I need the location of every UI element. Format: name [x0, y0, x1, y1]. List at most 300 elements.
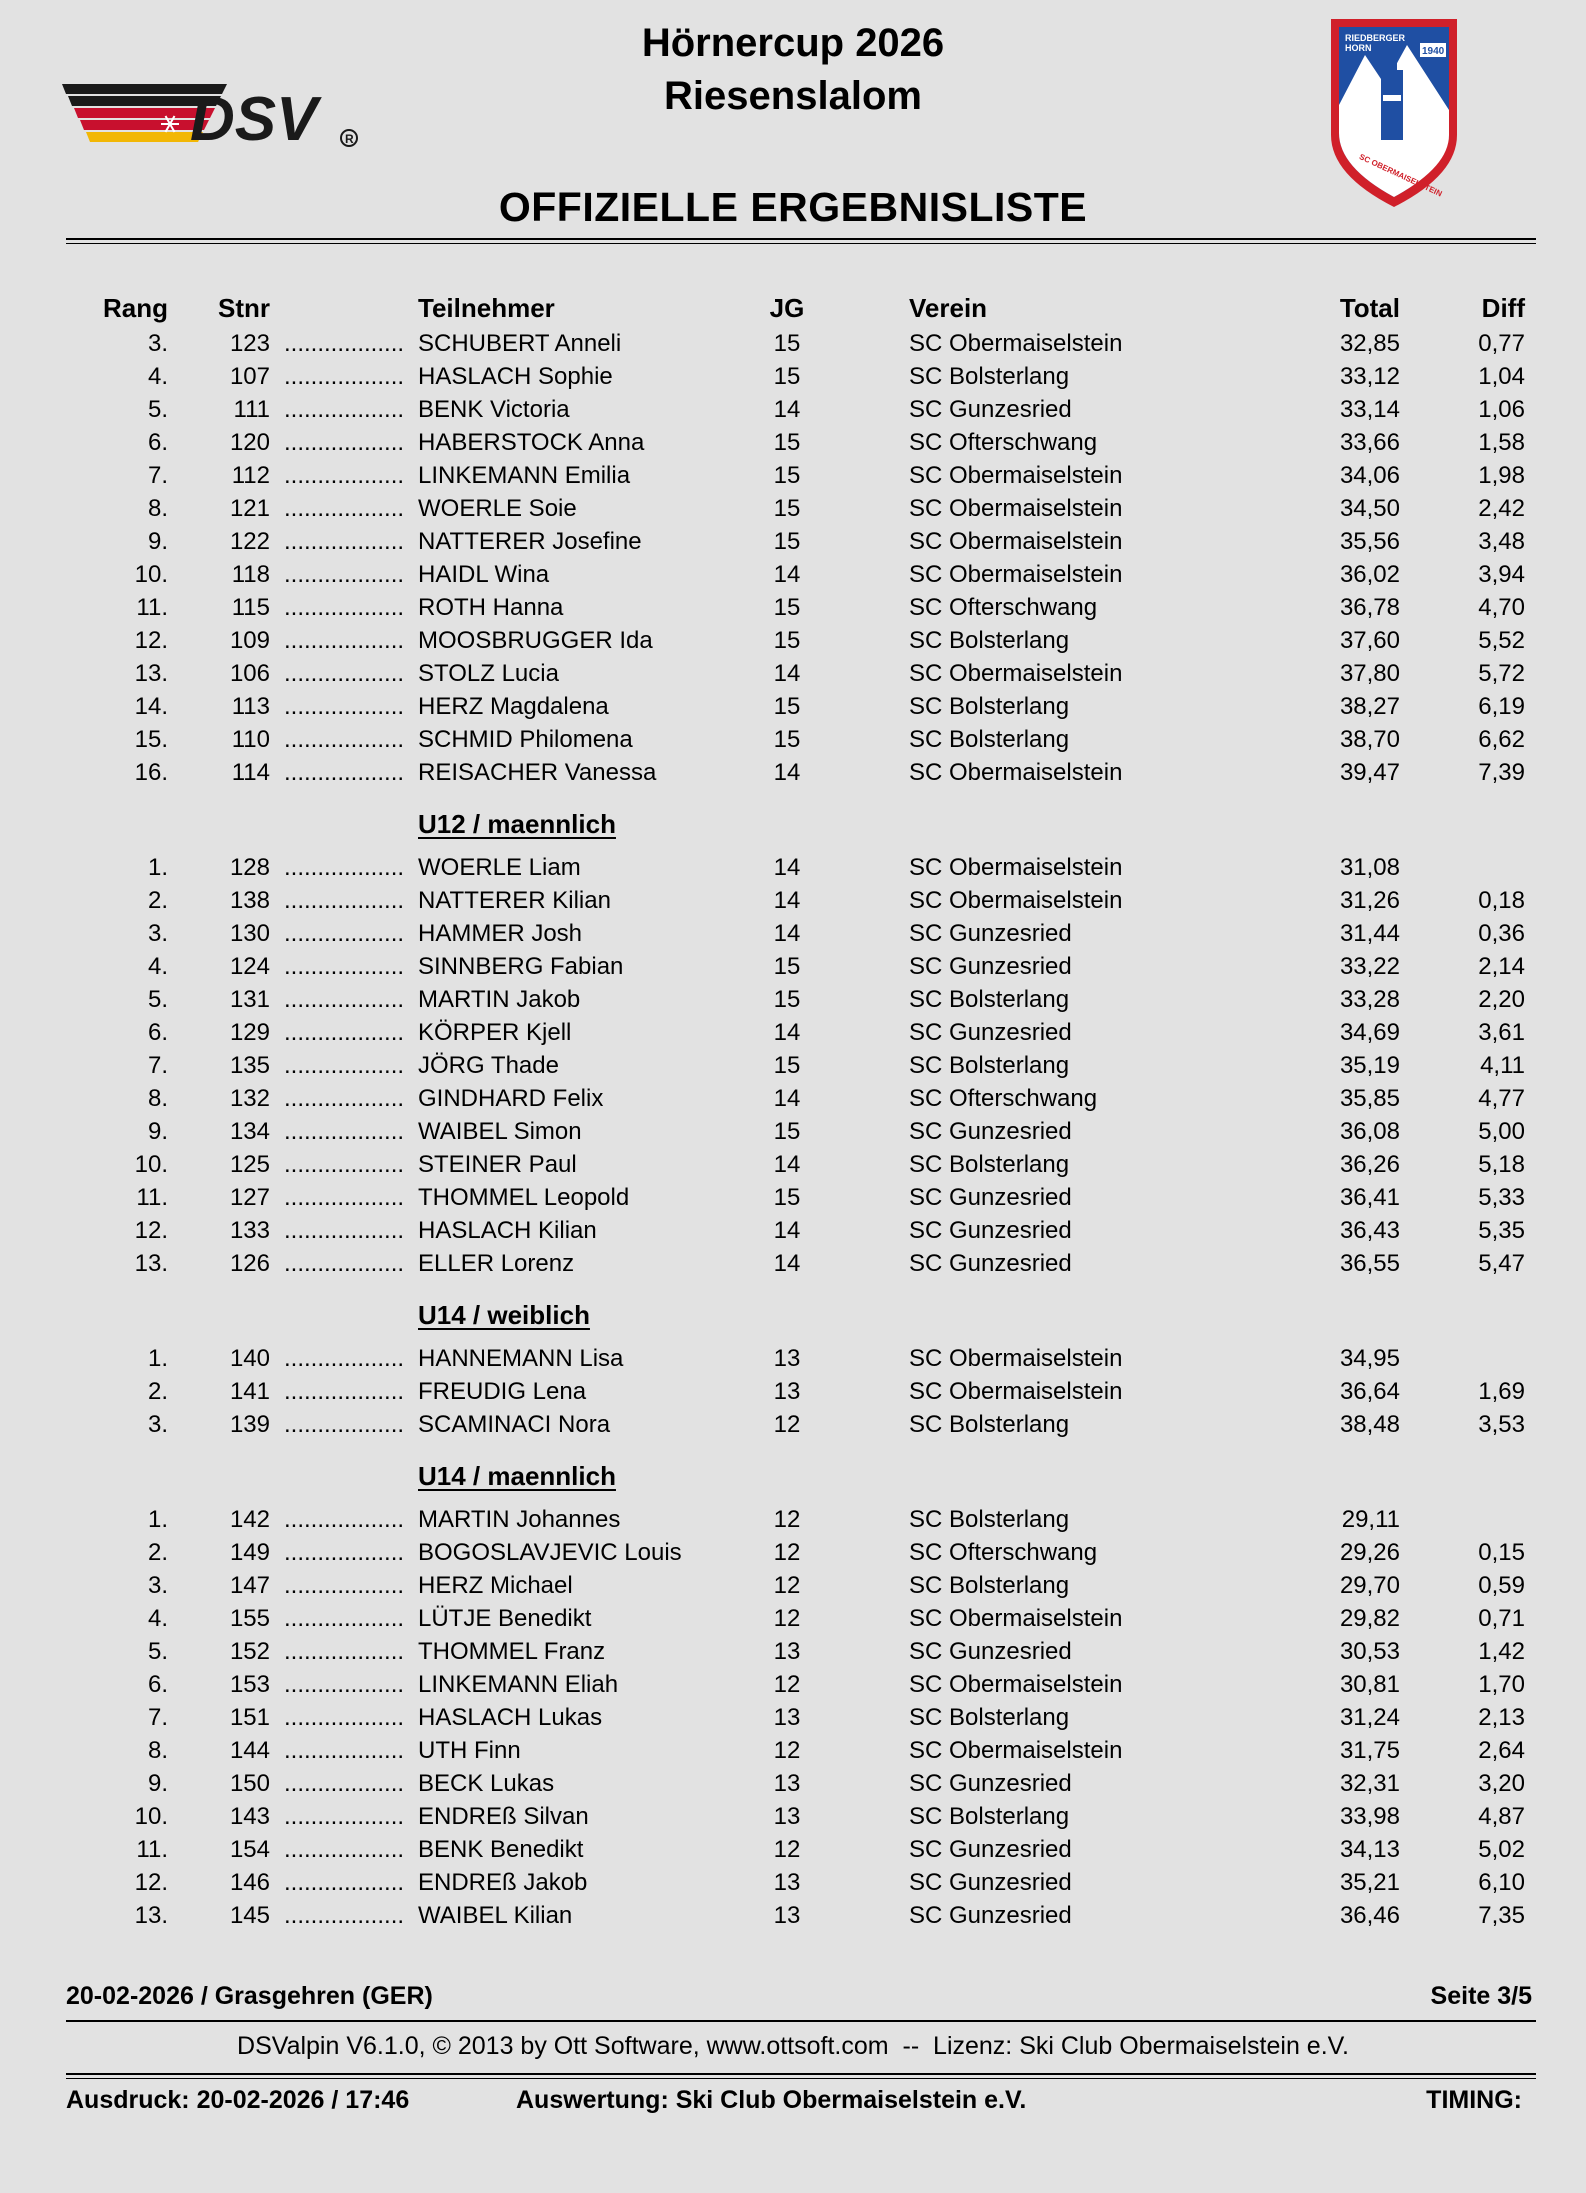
cell-time-diff: 4,87	[1478, 1803, 1525, 1830]
cell-time-diff: 5,35	[1478, 1217, 1525, 1244]
cell-time-diff: 3,61	[1478, 1019, 1525, 1046]
cell-leader-dots: ..................	[284, 1539, 405, 1566]
cell-club: SC Gunzesried	[909, 920, 1072, 947]
cell-leader-dots: ..................	[284, 363, 405, 390]
cell-total-time: 36,46	[1339, 1902, 1400, 1929]
cell-rang: 8.	[147, 495, 168, 522]
cell-stnr: 140	[229, 1345, 270, 1372]
cell-time-diff: 3,48	[1478, 528, 1525, 555]
cell-time-diff: 0,71	[1478, 1605, 1525, 1632]
category-heading: U14 / maennlich	[418, 1461, 616, 1491]
cell-birth-year: 12	[773, 1572, 801, 1599]
col-header-stnr: Stnr	[218, 293, 270, 323]
cell-time-diff: 5,33	[1478, 1184, 1525, 1211]
cell-rang: 10.	[134, 1151, 168, 1178]
cell-stnr: 155	[229, 1605, 270, 1632]
cell-time-diff: 0,15	[1478, 1539, 1525, 1566]
footer-timing: TIMING:	[1426, 2086, 1522, 2114]
cell-participant: ENDREß Jakob	[418, 1869, 588, 1896]
cell-leader-dots: ..................	[284, 726, 405, 753]
cell-participant: SCHMID Philomena	[418, 726, 633, 753]
col-header-rang: Rang	[103, 293, 168, 323]
cell-leader-dots: ..................	[284, 594, 405, 621]
cell-club: SC Gunzesried	[909, 1217, 1072, 1244]
cell-leader-dots: ..................	[284, 1836, 405, 1863]
cell-participant: STEINER Paul	[418, 1151, 577, 1178]
cell-participant: WAIBEL Kilian	[418, 1902, 573, 1929]
cell-time-diff: 5,52	[1478, 627, 1525, 654]
cell-leader-dots: ..................	[284, 1085, 405, 1112]
cell-birth-year: 13	[773, 1869, 801, 1896]
cell-rang: 5.	[147, 986, 168, 1013]
cell-rang: 2.	[147, 1378, 168, 1405]
cell-stnr: 118	[231, 561, 270, 588]
cell-birth-year: 15	[773, 953, 801, 980]
cell-participant: HASLACH Kilian	[418, 1217, 597, 1244]
cell-leader-dots: ..................	[284, 920, 405, 947]
cell-time-diff: 0,36	[1478, 920, 1525, 947]
cell-birth-year: 15	[773, 495, 801, 522]
cell-total-time: 38,70	[1339, 726, 1400, 753]
cell-time-diff: 2,20	[1478, 986, 1525, 1013]
cell-total-time: 37,60	[1339, 627, 1400, 654]
cell-time-diff: 1,69	[1478, 1378, 1525, 1405]
cell-club: SC Obermaiselstein	[909, 887, 1123, 914]
footer-printout: Ausdruck: 20-02-2026 / 17:46	[66, 2086, 410, 2114]
cell-leader-dots: ..................	[284, 330, 405, 357]
cell-rang: 5.	[147, 1638, 168, 1665]
cell-leader-dots: ..................	[284, 1378, 405, 1405]
cell-leader-dots: ..................	[284, 1217, 405, 1244]
cell-participant: ENDREß Silvan	[418, 1803, 589, 1830]
cell-club: SC Bolsterlang	[909, 986, 1070, 1013]
cell-leader-dots: ..................	[284, 1638, 405, 1665]
cell-birth-year: 12	[773, 1836, 801, 1863]
cell-birth-year: 15	[773, 1052, 801, 1079]
cell-participant: GINDHARD Felix	[418, 1085, 604, 1112]
header-divider-bottom	[66, 243, 1536, 244]
cell-leader-dots: ..................	[284, 1803, 405, 1830]
cell-stnr: 124	[229, 953, 270, 980]
cell-total-time: 29,11	[1341, 1506, 1400, 1533]
cell-leader-dots: ..................	[284, 1605, 405, 1632]
cell-rang: 3.	[147, 1411, 168, 1438]
cell-rang: 2.	[147, 1539, 168, 1566]
cell-total-time: 29,26	[1339, 1539, 1400, 1566]
cell-participant: WOERLE Soie	[418, 495, 577, 522]
category-heading: U14 / weiblich	[418, 1300, 590, 1330]
cell-stnr: 128	[229, 854, 270, 881]
cell-participant: HANNEMANN Lisa	[418, 1345, 624, 1372]
cell-leader-dots: ..................	[284, 528, 405, 555]
cell-leader-dots: ..................	[284, 1902, 405, 1929]
cell-rang: 7.	[147, 1704, 168, 1731]
cell-stnr: 134	[229, 1118, 270, 1145]
cell-participant: HAIDL Wina	[418, 561, 550, 588]
cell-leader-dots: ..................	[284, 660, 405, 687]
cell-birth-year: 15	[773, 429, 801, 456]
cell-rang: 6.	[147, 1671, 168, 1698]
cell-birth-year: 14	[773, 396, 801, 423]
cell-time-diff: 4,11	[1480, 1052, 1525, 1079]
event-title: Hörnercup 2026	[641, 21, 945, 65]
cell-birth-year: 13	[773, 1902, 801, 1929]
cell-rang: 12.	[134, 627, 168, 654]
cell-total-time: 33,14	[1339, 396, 1400, 423]
cell-rang: 7.	[147, 1052, 168, 1079]
category-heading: U12 / maennlich	[418, 809, 616, 839]
cell-time-diff: 7,39	[1478, 759, 1525, 786]
cell-total-time: 31,26	[1339, 887, 1400, 914]
cell-club: SC Gunzesried	[909, 1902, 1072, 1929]
header-divider-top	[66, 238, 1536, 240]
cell-total-time: 34,69	[1339, 1019, 1400, 1046]
cell-total-time: 36,78	[1339, 594, 1400, 621]
cell-participant: HAMMER Josh	[418, 920, 583, 947]
cell-total-time: 39,47	[1339, 759, 1400, 786]
cell-participant: HASLACH Sophie	[418, 363, 613, 390]
cell-total-time: 33,66	[1339, 429, 1400, 456]
cell-stnr: 138	[229, 887, 270, 914]
cell-total-time: 30,53	[1339, 1638, 1400, 1665]
cell-time-diff: 6,62	[1478, 726, 1525, 753]
cell-leader-dots: ..................	[284, 1151, 405, 1178]
cell-time-diff: 0,18	[1478, 887, 1525, 914]
cell-birth-year: 14	[773, 887, 801, 914]
cell-rang: 4.	[147, 363, 168, 390]
cell-stnr: 111	[233, 396, 270, 423]
cell-rang: 1.	[147, 1506, 168, 1533]
cell-participant: BENK Benedikt	[418, 1836, 584, 1863]
cell-total-time: 34,95	[1339, 1345, 1400, 1372]
cell-leader-dots: ..................	[284, 1770, 405, 1797]
footer-divider-3	[66, 2078, 1536, 2079]
cell-total-time: 36,26	[1339, 1151, 1400, 1178]
cell-rang: 1.	[147, 1345, 168, 1372]
footer-evaluation: Auswertung: Ski Club Obermaiselstein e.V.	[516, 2086, 1027, 2114]
cell-rang: 3.	[147, 1572, 168, 1599]
cell-club: SC Ofterschwang	[909, 429, 1098, 456]
cell-leader-dots: ..................	[284, 1118, 405, 1145]
cell-birth-year: 14	[773, 854, 801, 881]
cell-rang: 9.	[147, 528, 168, 555]
cell-stnr: 153	[229, 1671, 270, 1698]
cell-total-time: 38,48	[1339, 1411, 1400, 1438]
cell-stnr: 121	[229, 495, 270, 522]
cell-time-diff: 2,42	[1478, 495, 1525, 522]
svg-text:HORN: HORN	[1345, 43, 1372, 53]
cell-leader-dots: ..................	[284, 854, 405, 881]
cell-time-diff: 2,13	[1478, 1704, 1525, 1731]
cell-rang: 4.	[147, 1605, 168, 1632]
cell-birth-year: 15	[773, 627, 801, 654]
cell-leader-dots: ..................	[284, 1345, 405, 1372]
cell-club: SC Obermaiselstein	[909, 1737, 1123, 1764]
event-discipline: Riesenslalom	[664, 74, 922, 118]
cell-birth-year: 15	[773, 330, 801, 357]
cell-participant: NATTERER Kilian	[418, 887, 611, 914]
cell-total-time: 36,02	[1339, 561, 1400, 588]
cell-rang: 8.	[147, 1085, 168, 1112]
cell-birth-year: 14	[773, 1250, 801, 1277]
cell-birth-year: 13	[773, 1770, 801, 1797]
cell-leader-dots: ..................	[284, 1250, 405, 1277]
cell-total-time: 31,75	[1339, 1737, 1400, 1764]
col-header-diff: Diff	[1481, 293, 1525, 323]
cell-time-diff: 1,06	[1478, 396, 1525, 423]
cell-time-diff: 5,18	[1478, 1151, 1525, 1178]
cell-participant: KÖRPER Kjell	[418, 1019, 572, 1046]
cell-stnr: 132	[229, 1085, 270, 1112]
cell-participant: LÜTJE Benedikt	[418, 1605, 592, 1632]
cell-birth-year: 15	[773, 528, 801, 555]
cell-time-diff: 6,10	[1478, 1869, 1525, 1896]
cell-total-time: 36,41	[1339, 1184, 1400, 1211]
cell-leader-dots: ..................	[284, 887, 405, 914]
cell-stnr: 151	[229, 1704, 270, 1731]
cell-time-diff: 2,64	[1478, 1737, 1525, 1764]
cell-stnr: 147	[229, 1572, 270, 1599]
cell-birth-year: 12	[773, 1411, 801, 1438]
cell-club: SC Obermaiselstein	[909, 1345, 1123, 1372]
cell-leader-dots: ..................	[284, 759, 405, 786]
cell-total-time: 33,22	[1339, 953, 1400, 980]
cell-club: SC Gunzesried	[909, 1118, 1072, 1145]
cell-participant: BOGOSLAVJEVIC Louis	[418, 1539, 682, 1566]
cell-total-time: 31,24	[1339, 1704, 1400, 1731]
cell-stnr: 125	[229, 1151, 270, 1178]
cell-total-time: 36,08	[1339, 1118, 1400, 1145]
cell-club: SC Ofterschwang	[909, 1085, 1098, 1112]
cell-club: SC Obermaiselstein	[909, 1605, 1123, 1632]
cell-club: SC Gunzesried	[909, 1638, 1072, 1665]
svg-text:1940: 1940	[1422, 46, 1445, 57]
cell-total-time: 29,70	[1339, 1572, 1400, 1599]
cell-time-diff: 1,58	[1478, 429, 1525, 456]
cell-time-diff: 0,59	[1478, 1572, 1525, 1599]
cell-stnr: 126	[229, 1250, 270, 1277]
cell-club: SC Bolsterlang	[909, 1151, 1070, 1178]
cell-birth-year: 14	[773, 660, 801, 687]
cell-participant: ROTH Hanna	[418, 594, 564, 621]
cell-birth-year: 14	[773, 1085, 801, 1112]
cell-leader-dots: ..................	[284, 1184, 405, 1211]
cell-leader-dots: ..................	[284, 1671, 405, 1698]
cell-total-time: 35,56	[1339, 528, 1400, 555]
cell-rang: 11.	[136, 1184, 168, 1211]
cell-participant: SCHUBERT Anneli	[418, 330, 622, 357]
cell-birth-year: 14	[773, 561, 801, 588]
cell-club: SC Obermaiselstein	[909, 330, 1123, 357]
cell-birth-year: 15	[773, 363, 801, 390]
cell-rang: 11.	[136, 1836, 168, 1863]
cell-total-time: 31,44	[1339, 920, 1400, 947]
cell-birth-year: 13	[773, 1803, 801, 1830]
cell-club: SC Bolsterlang	[909, 1052, 1070, 1079]
cell-participant: BECK Lukas	[418, 1770, 555, 1797]
cell-participant: HASLACH Lukas	[418, 1704, 603, 1731]
cell-birth-year: 13	[773, 1378, 801, 1405]
cell-total-time: 31,08	[1339, 854, 1400, 881]
cell-leader-dots: ..................	[284, 1704, 405, 1731]
cell-rang: 16.	[134, 759, 168, 786]
cell-birth-year: 13	[773, 1704, 801, 1731]
cell-rang: 4.	[147, 953, 168, 980]
cell-rang: 14.	[134, 693, 168, 720]
cell-club: SC Obermaiselstein	[909, 528, 1123, 555]
cell-club: SC Bolsterlang	[909, 1704, 1070, 1731]
cell-total-time: 38,27	[1339, 693, 1400, 720]
cell-stnr: 107	[229, 363, 270, 390]
cell-club: SC Gunzesried	[909, 953, 1072, 980]
cell-participant: THOMMEL Leopold	[418, 1184, 630, 1211]
cell-leader-dots: ..................	[284, 1572, 405, 1599]
cell-participant: FREUDIG Lena	[418, 1378, 587, 1405]
cell-stnr: 120	[229, 429, 270, 456]
cell-participant: UTH Finn	[418, 1737, 521, 1764]
cell-leader-dots: ..................	[284, 429, 405, 456]
cell-stnr: 131	[229, 986, 270, 1013]
cell-total-time: 32,31	[1339, 1770, 1400, 1797]
footer-date-location: 20-02-2026 / Grasgehren (GER)	[66, 1982, 433, 2010]
cell-time-diff: 1,70	[1478, 1671, 1525, 1698]
cell-rang: 2.	[147, 887, 168, 914]
svg-text:RIEDBERGER: RIEDBERGER	[1345, 33, 1406, 43]
col-header-total: Total	[1339, 293, 1400, 323]
cell-total-time: 36,43	[1339, 1217, 1400, 1244]
cell-birth-year: 14	[773, 920, 801, 947]
cell-time-diff: 2,14	[1478, 953, 1525, 980]
cell-time-diff: 6,19	[1478, 693, 1525, 720]
cell-club: SC Gunzesried	[909, 1250, 1072, 1277]
cell-participant: SINNBERG Fabian	[418, 953, 624, 980]
cell-club: SC Gunzesried	[909, 1770, 1072, 1797]
cell-participant: SCAMINACI Nora	[418, 1411, 611, 1438]
cell-club: SC Gunzesried	[909, 1869, 1072, 1896]
cell-leader-dots: ..................	[284, 1506, 405, 1533]
cell-birth-year: 15	[773, 986, 801, 1013]
cell-stnr: 129	[229, 1019, 270, 1046]
cell-birth-year: 15	[773, 1184, 801, 1211]
cell-participant: WAIBEL Simon	[418, 1118, 582, 1145]
cell-club: SC Gunzesried	[909, 1836, 1072, 1863]
footer-software-license: DSValpin V6.1.0, © 2013 by Ott Software, www.ottsoft.com -- Lizenz: Ski Club Obermaiselstein e.V.	[237, 2032, 1349, 2060]
cell-club: SC Bolsterlang	[909, 363, 1070, 390]
document-heading: OFFIZIELLE ERGEBNISLISTE	[498, 184, 1088, 230]
cell-leader-dots: ..................	[284, 1019, 405, 1046]
cell-participant: HERZ Michael	[418, 1572, 573, 1599]
cell-stnr: 122	[229, 528, 270, 555]
cell-stnr: 133	[229, 1217, 270, 1244]
svg-text:SC OBERMAISELSTEIN: SC OBERMAISELSTEIN	[1357, 152, 1444, 199]
cell-rang: 13.	[134, 660, 168, 687]
cell-birth-year: 13	[773, 1345, 801, 1372]
cell-total-time: 33,28	[1339, 986, 1400, 1013]
cell-participant: HERZ Magdalena	[418, 693, 609, 720]
cell-leader-dots: ..................	[284, 986, 405, 1013]
col-header-teilnehmer: Teilnehmer	[418, 293, 555, 323]
cell-stnr: 112	[231, 462, 270, 489]
cell-stnr: 109	[229, 627, 270, 654]
cell-stnr: 110	[231, 726, 270, 753]
cell-leader-dots: ..................	[284, 1411, 405, 1438]
cell-birth-year: 12	[773, 1506, 801, 1533]
cell-club: SC Obermaiselstein	[909, 1671, 1123, 1698]
cell-participant: NATTERER Josefine	[418, 528, 642, 555]
cell-total-time: 36,64	[1339, 1378, 1400, 1405]
cell-birth-year: 15	[773, 462, 801, 489]
cell-participant: MOOSBRUGGER Ida	[418, 627, 653, 654]
cell-stnr: 127	[229, 1184, 270, 1211]
cell-total-time: 33,12	[1339, 363, 1400, 390]
cell-time-diff: 7,35	[1478, 1902, 1525, 1929]
cell-leader-dots: ..................	[284, 495, 405, 522]
cell-stnr: 149	[229, 1539, 270, 1566]
cell-rang: 5.	[147, 396, 168, 423]
cell-participant: HABERSTOCK Anna	[418, 429, 645, 456]
cell-time-diff: 1,42	[1478, 1638, 1525, 1665]
cell-rang: 15.	[134, 726, 168, 753]
cell-total-time: 32,85	[1339, 330, 1400, 357]
cell-participant: LINKEMANN Eliah	[418, 1671, 619, 1698]
cell-participant: BENK Victoria	[418, 396, 570, 423]
cell-stnr: 141	[229, 1378, 270, 1405]
cell-stnr: 115	[231, 594, 270, 621]
cell-participant: JÖRG Thade	[418, 1052, 559, 1079]
cell-leader-dots: ..................	[284, 1052, 405, 1079]
col-header-jg: JG	[769, 293, 805, 323]
cell-participant: LINKEMANN Emilia	[418, 462, 631, 489]
cell-total-time: 35,85	[1339, 1085, 1400, 1112]
cell-rang: 3.	[147, 920, 168, 947]
cell-participant: STOLZ Lucia	[418, 660, 559, 687]
dsv-logo-text: DSV	[190, 85, 318, 150]
cell-time-diff: 5,02	[1478, 1836, 1525, 1863]
cell-stnr: 150	[229, 1770, 270, 1797]
cell-rang: 12.	[134, 1217, 168, 1244]
cell-time-diff: 5,72	[1478, 660, 1525, 687]
cell-leader-dots: ..................	[284, 1869, 405, 1896]
cell-rang: 12.	[134, 1869, 168, 1896]
cell-birth-year: 14	[773, 1019, 801, 1046]
cell-time-diff: 3,53	[1478, 1411, 1525, 1438]
cell-club: SC Obermaiselstein	[909, 462, 1123, 489]
cell-club: SC Bolsterlang	[909, 1803, 1070, 1830]
cell-rang: 1.	[147, 854, 168, 881]
cell-birth-year: 14	[773, 759, 801, 786]
cell-time-diff: 1,98	[1478, 462, 1525, 489]
cell-total-time: 29,82	[1339, 1605, 1400, 1632]
cell-leader-dots: ..................	[284, 462, 405, 489]
cell-birth-year: 13	[773, 1638, 801, 1665]
cell-club: SC Obermaiselstein	[909, 1378, 1123, 1405]
col-header-verein: Verein	[909, 293, 988, 323]
cell-stnr: 113	[231, 693, 270, 720]
cell-stnr: 123	[229, 330, 270, 357]
cell-rang: 8.	[147, 1737, 168, 1764]
cell-rang: 9.	[147, 1118, 168, 1145]
cell-birth-year: 15	[773, 693, 801, 720]
cell-stnr: 152	[229, 1638, 270, 1665]
cell-leader-dots: ..................	[284, 1737, 405, 1764]
cell-stnr: 106	[229, 660, 270, 687]
cell-birth-year: 12	[773, 1671, 801, 1698]
cell-time-diff: 4,77	[1478, 1085, 1525, 1112]
cell-leader-dots: ..................	[284, 693, 405, 720]
cell-leader-dots: ..................	[284, 396, 405, 423]
cell-club: SC Obermaiselstein	[909, 561, 1123, 588]
cell-time-diff: 1,04	[1478, 363, 1525, 390]
